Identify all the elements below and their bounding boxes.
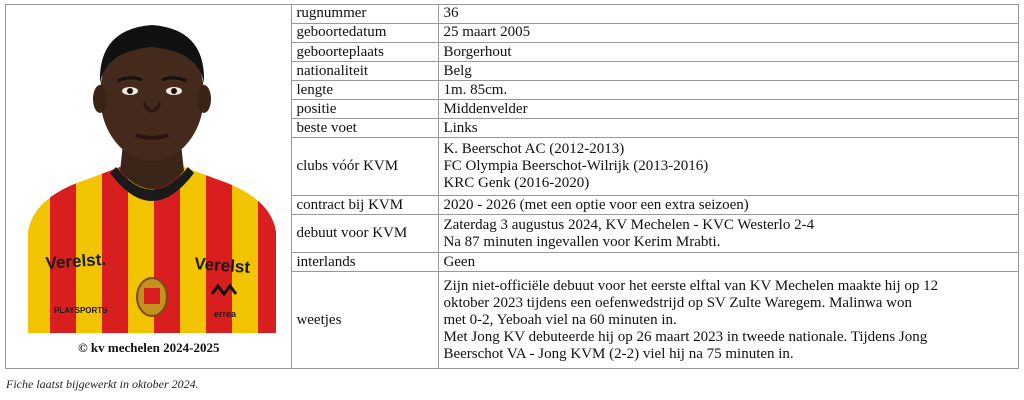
footnote: Fiche laatst bijgewerkt in oktober 2024. [6, 377, 199, 391]
info-row [292, 138, 1018, 196]
info-value-line: 2020 - 2026 (met een optie voor een extra seizoen) [443, 196, 749, 213]
info-row [292, 43, 1018, 62]
info-label: geboortedatum [292, 23, 439, 42]
info-value [439, 43, 1018, 62]
info-label: nationaliteit [292, 62, 439, 81]
info-value-line: FC Olympia Beerschot-Wilrijk (2013-2016) [443, 158, 709, 175]
info-value-line: 1m. 85cm. [443, 81, 508, 98]
info-row [292, 253, 1018, 272]
info-value [439, 138, 1018, 196]
info-value-line: Geen [443, 253, 476, 270]
info-value-line: Met Jong KV debuteerde hij op 26 maart 2023 in tweede nationale. Tijdens Jong [443, 328, 928, 345]
info-value-line: Belg [443, 62, 472, 79]
info-label: beste voet [292, 119, 439, 138]
info-value-line: Middenvelder [443, 100, 528, 117]
info-value-line: Borgerhout [443, 43, 512, 60]
info-value-line: Zaterdag 3 augustus 2024, KV Mechelen - KVC Westerlo 2-4 [443, 216, 815, 233]
info-row [292, 100, 1018, 119]
info-value-line: Links [443, 119, 478, 136]
info-value [439, 196, 1018, 215]
player-photo [28, 7, 276, 333]
info-row [292, 215, 1018, 253]
info-label: geboorteplaats [292, 43, 439, 62]
photo-credit: © kv mechelen 2024-2025 [77, 340, 220, 355]
info-row [292, 62, 1018, 81]
info-value [439, 5, 1018, 23]
info-value-line: 25 maart 2005 [443, 24, 531, 41]
info-value [439, 272, 1018, 368]
info-value-line: met 0-2, Yeboah viel na 60 minuten in. [443, 311, 677, 328]
info-row [292, 272, 1018, 368]
info-label: positie [292, 100, 439, 119]
info-value [439, 119, 1018, 138]
player-info-table [292, 5, 1018, 368]
info-value [439, 215, 1018, 253]
info-value-line: oktober 2023 tijdens een oefenwedstrijd op SV Zulte Waregem. Malinwa won [443, 294, 912, 311]
info-value-line: K. Beerschot AC (2012-2013) [443, 141, 625, 158]
info-label: weetjes [292, 272, 439, 368]
shirt-sponsor-left: Verelst. [44, 249, 107, 273]
sleeve-sponsor: PLAYSPORTS [54, 306, 108, 315]
info-value [439, 253, 1018, 272]
info-label: contract bij KVM [292, 196, 439, 215]
info-label: interlands [292, 253, 439, 272]
info-label: debuut voor KVM [292, 215, 439, 253]
info-value-line: 36 [443, 5, 459, 22]
info-value [439, 62, 1018, 81]
info-row [292, 81, 1018, 100]
info-value-line: Beerschot VA - Jong KVM (2-2) viel hij na 75 minuten in. [443, 345, 794, 362]
info-label: clubs vóór KVM [292, 138, 439, 196]
info-value [439, 100, 1018, 119]
info-value-line: Na 87 minuten ingevallen voor Kerim Mrabti. [443, 233, 721, 250]
info-value-line: KRC Genk (2016-2020) [443, 175, 590, 192]
kit-brand: errea [214, 309, 237, 319]
info-value-line: Zijn niet-officiële debuut voor het eerste elftal van KV Mechelen maakte hij op 12 [443, 277, 939, 294]
player-fiche [5, 4, 1019, 369]
info-label: rugnummer [292, 5, 439, 23]
info-row [292, 119, 1018, 138]
info-row [292, 5, 1018, 23]
info-row [292, 23, 1018, 42]
info-value [439, 23, 1018, 42]
shirt-sponsor-right: Verelst [193, 254, 251, 277]
info-label: lengte [292, 81, 439, 100]
info-row [292, 196, 1018, 215]
photo-cell [6, 5, 292, 368]
info-value [439, 81, 1018, 100]
